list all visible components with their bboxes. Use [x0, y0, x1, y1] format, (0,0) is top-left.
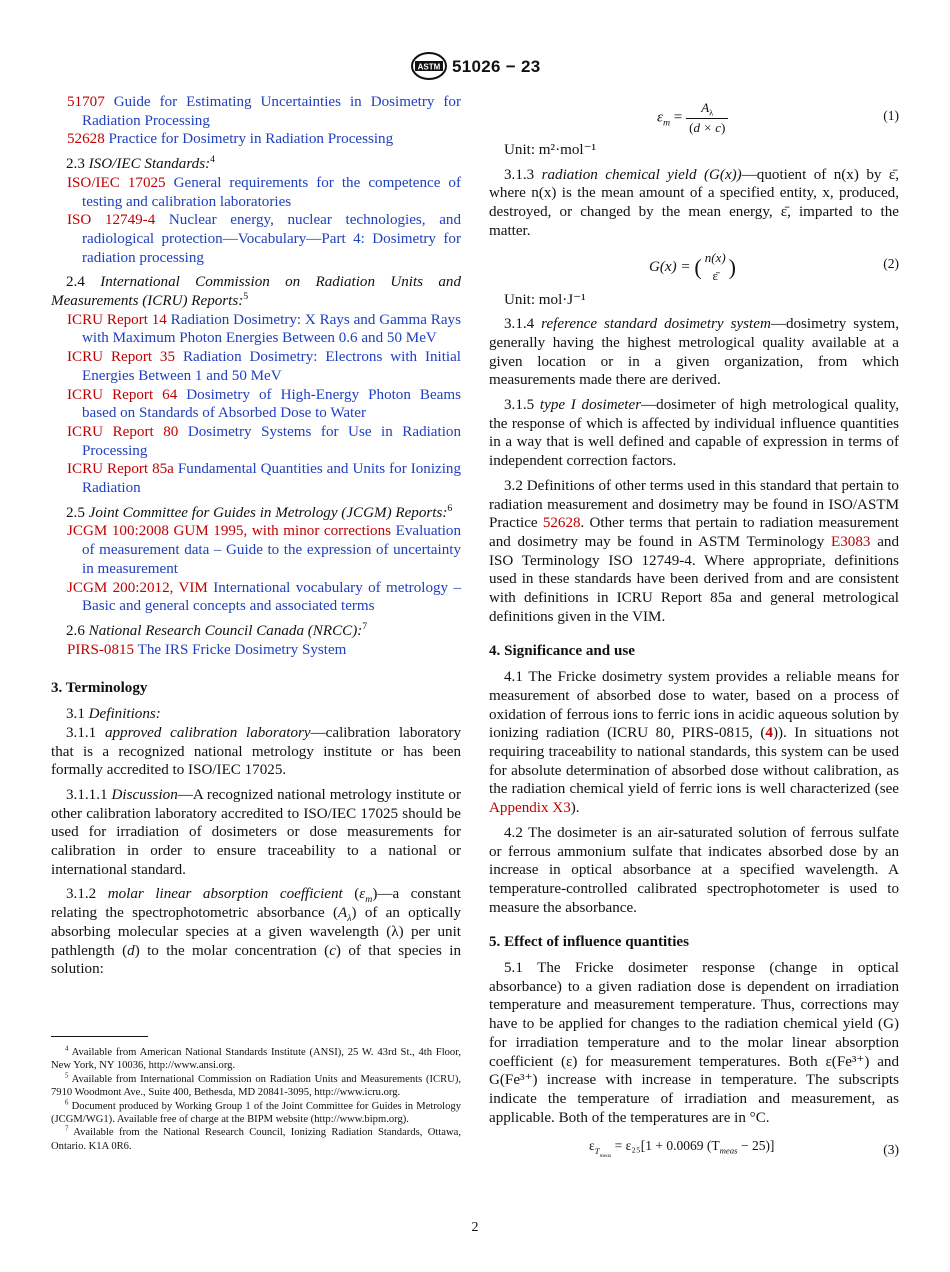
reference-title[interactable]: Radiation Dosimetry: X Rays and Gamma Rays with Maximum Photon Energies Between 0.6 and 50 MeV — [82, 311, 461, 347]
section-2-3-heading: 2.3 ISO/IEC Standards:$^4$ — [66, 154, 216, 173]
footnote: $^4$ Available from American National Standards Institute (ANSI), 25 W. 43rd St., 4th Floor, New York, NY 10036, http://www.ansi.org. — [51, 1045, 461, 1072]
svg-text:ASTM: ASTM — [417, 62, 441, 72]
reference-title[interactable]: Evaluation of measurement data – Guide to the expression of uncertainty in measurement — [82, 523, 461, 577]
reference-code[interactable]: 51707 — [67, 94, 105, 110]
reference-title[interactable]: International vocabulary of metrology – Basic and general concepts and associated terms — [82, 579, 462, 615]
reference-code[interactable]: 52628 — [67, 131, 105, 148]
section-3-heading: 3. Terminology — [51, 680, 148, 697]
section-2-6-heading: 2.6 National Research Council Canada (NRCC):$^7$ — [66, 620, 368, 639]
reference-item — [51, 93, 461, 130]
reference-item — [51, 641, 461, 660]
para-4-1: 4.1 The Fricke dosimetry system provides a reliable means for measurement of absorbed dose to water, based on a process of oxidation of ferrous ions to ferric ions in acidic aqueous solution by ionizing radiation (ICRU 80, PIRS-0815, (4)). In situations not requiring traceability to national standards, this system can be used for absolute determination of absorbed dose without calibration, as the radiation chemical yield of ferric ions is well characterized (see Appendix X3). — [489, 669, 899, 817]
reference-code[interactable]: JCGM 200:2012, VIM — [67, 579, 208, 596]
reference-item — [51, 579, 461, 616]
reference-item — [51, 211, 461, 267]
equation-fraction: $\frac{A_\lambda}{(d \times c)}$ — [686, 99, 728, 137]
para-3-1-5: 3.1.5 type I dosimeter—dosimeter of high metrological quality, the response of which is affected by individual influence quantities in a way that is well defined and capable of expression in terms of independent correction factors. — [489, 397, 899, 470]
reference-title[interactable]: Dosimetry Systems for Use in Radiation Processing — [82, 423, 461, 459]
footnote: $^6$ Document produced by Working Group 1 of the Joint Committee for Guides in Metrology (JCGM/WG1). Available free of charge at the BIPM website (http://www.bipm.org). — [51, 1099, 462, 1126]
reference-title[interactable]: The IRS Fricke Dosimetry System — [137, 641, 347, 658]
equation-3: $\varepsilon_{T_{meas}} = \varepsilon_{25}[1 + 0.0069$ $(T_{meas} - 25)$] (3) — [589, 1138, 899, 1159]
equation-number: (2) — [883, 255, 899, 271]
reference-code[interactable]: PIRS-0815 — [67, 641, 135, 658]
page-number: 2 — [471, 1220, 479, 1235]
equation-2-unit: Unit: mol·J⁻¹ — [504, 291, 586, 308]
section-5-heading: 5. Effect of influence quantities — [489, 934, 689, 951]
equation-1-unit: Unit: m²·mol⁻¹ — [504, 142, 597, 158]
para-3-1-1-1: 3.1.1.1 Discussion—A recognized national metrology institute or other calibration laboratory accredited to ISO/IEC 17025 should be used for irradiation of dosimeters or dose measurements for calibration in order to ensure traceability to a national or international standard. — [51, 786, 461, 878]
equation-1: $\varepsilon_m$ = $\frac{A_\lambda}{(d \times c)}$ (1) — [489, 97, 899, 137]
reference-code[interactable]: ICRU Report 14 — [67, 311, 167, 328]
reference-title[interactable]: General requirements for the competence of testing and calibration laboratories — [82, 174, 461, 210]
equation-2: G(x) = ( n(x) ε̄ ) (2) — [489, 245, 899, 287]
reference-title[interactable]: Nuclear energy, nuclear technologies, and radiological protection—Vocabulary—Part 4: Dosimetry for radiation processing — [82, 212, 461, 266]
reference-code[interactable]: JCGM 100:2008 GUM 1995, with minor corrections — [67, 523, 391, 540]
equation-number: (1) — [883, 108, 899, 123]
footnotes — [51, 1046, 461, 1153]
equation-number: (3) — [883, 1142, 899, 1158]
reference-title[interactable]: Fundamental Quantities and Units for Ionizing Radiation — [82, 461, 461, 497]
section-2-5-heading: 2.5 Joint Committee for Guides in Metrology (JCGM) Reports:$^6$ — [66, 502, 453, 521]
reference-item — [51, 130, 461, 149]
link-52628[interactable]: 52628 — [542, 515, 581, 532]
footnote: $^7$ Available from the National Research Council, Ionizing Radiation Standards, Ottawa, Ontario. K1A 0R6. — [51, 1125, 461, 1152]
reference-code[interactable]: ISO/IEC 17025 — [67, 174, 166, 191]
link-e3083[interactable]: E3083 — [831, 533, 871, 550]
reference-item — [51, 311, 461, 348]
section-2-4-heading: 2.4 International Commission on Radiation Units and Measurements (ICRU) Reports:$^5$ — [51, 274, 461, 310]
footnote-rule — [51, 1036, 148, 1037]
reference-code[interactable]: ISO 12749-4 — [67, 212, 156, 229]
reference-title[interactable]: Dosimetry of High-Energy Photon Beams based on Standards of Absorbed Dose to Water — [82, 386, 461, 422]
astm-logo — [409, 51, 449, 81]
right-column — [489, 93, 899, 1167]
reference-item — [51, 174, 461, 211]
document-number: 51026 − 23 — [452, 57, 541, 76]
reference-title[interactable]: Radiation Dosimetry: Electrons with Initial Energies Between 1 and 50 MeV — [82, 349, 461, 384]
para-5-1: 5.1 The Fricke dosimeter response (change in optical absorbance) to a given radiation dose is dependent on irradiation temperature and measurement temperature. Thus, corrections may have to be applied for changes to the radiation chemical yield (G) for irradiation temperature and to the molar linear absorption coefficient (ε) for measurement temperatures. Both ε(Fe³⁺) and G(Fe³⁺) increase with increase in temperature. The subscripts indicate the temperature of irradiation and measurement, as applicable. Both of the temperatures are in °C. — [489, 960, 899, 1126]
reference-item — [51, 348, 461, 385]
reference-code[interactable]: ICRU Report 85a — [67, 461, 174, 478]
link-appendix-x3[interactable]: Appendix X3 — [489, 800, 571, 817]
reference-title[interactable]: Practice for Dosimetry in Radiation Processing — [108, 131, 394, 148]
section-4-heading: 4. Significance and use — [489, 643, 635, 660]
link-ref-4[interactable]: 4 — [765, 725, 773, 742]
reference-item — [51, 460, 461, 497]
reference-code[interactable]: ICRU Report 35 — [67, 349, 176, 366]
para-4-2: 4.2 The dosimeter is an air-saturated solution of ferrous sulfate or ferrous ammonium sulfate that indicates absorbed dose by an increase in optical absorbance at a specified wavelength. A temperature-controlled calibrated spectrophotometer is used to measure the absorbance. — [489, 824, 899, 916]
para-3-2: 3.2 Definitions of other terms used in this standard that pertain to radiation measurement and dosimetry may be found in ISO/ASTM Practice 52628. Other terms that pertain to radiation measurement and dosimetry may be found in ASTM Terminology E3083 and ISO Terminology ISO 12749-4. Where appropriate, definitions used in these standards have been derived from and are consistent with definitions in ICRU Report 85a and general metrological definitions given in the VIM. — [489, 477, 899, 625]
left-column — [51, 93, 461, 979]
reference-item — [51, 386, 461, 423]
equation-fraction: n(x) ε̄ — [704, 249, 726, 284]
reference-item — [51, 423, 461, 460]
para-3-1-2: 3.1.2 molar linear absorption coefficient $(\varepsilon_m)—a$ constant relating the spectrophotometric absorbance $(A_\lambda)$ of an optically absorbing molecular species at a given wavelength (λ) per unit pathlength (d) to the molar concentration (c) of that species in solution: — [51, 886, 462, 978]
footnote: $^5$ Available from International Commission on Radiation Units and Measurements (ICRU), 7910 Woodmont Ave., Suite 400, Bethesda, MD 20841-3095, http://www.icru.org. — [51, 1072, 461, 1099]
para-3-1-4: 3.1.4 reference standard dosimetry system—dosimetry system, generally having the highest metrological quality available at a given location or in a given organization, from which measurements made there are derived. — [489, 316, 899, 389]
reference-code[interactable]: ICRU Report 80 — [67, 423, 179, 440]
para-3-1: 3.1 Definitions: — [66, 706, 161, 723]
reference-item — [51, 522, 461, 578]
reference-code[interactable]: ICRU Report 64 — [67, 386, 178, 403]
para-3-1-1: 3.1.1 approved calibration laboratory—calibration laboratory that is a recognized national metrology institute or has been formally accredited to ISO/IEC 17025. — [51, 724, 461, 779]
para-3-1-3: 3.1.3 radiation chemical yield (G(x))—quotient of n(x) by ε̄, where n(x) is the mean amount of a specified entity, x, produced, destroyed, or changed by the mean energy, ε̄, imparted to the matter. — [489, 166, 899, 239]
reference-title[interactable]: Guide for Estimating Uncertainties in Dosimetry for Radiation Processing — [82, 94, 461, 129]
